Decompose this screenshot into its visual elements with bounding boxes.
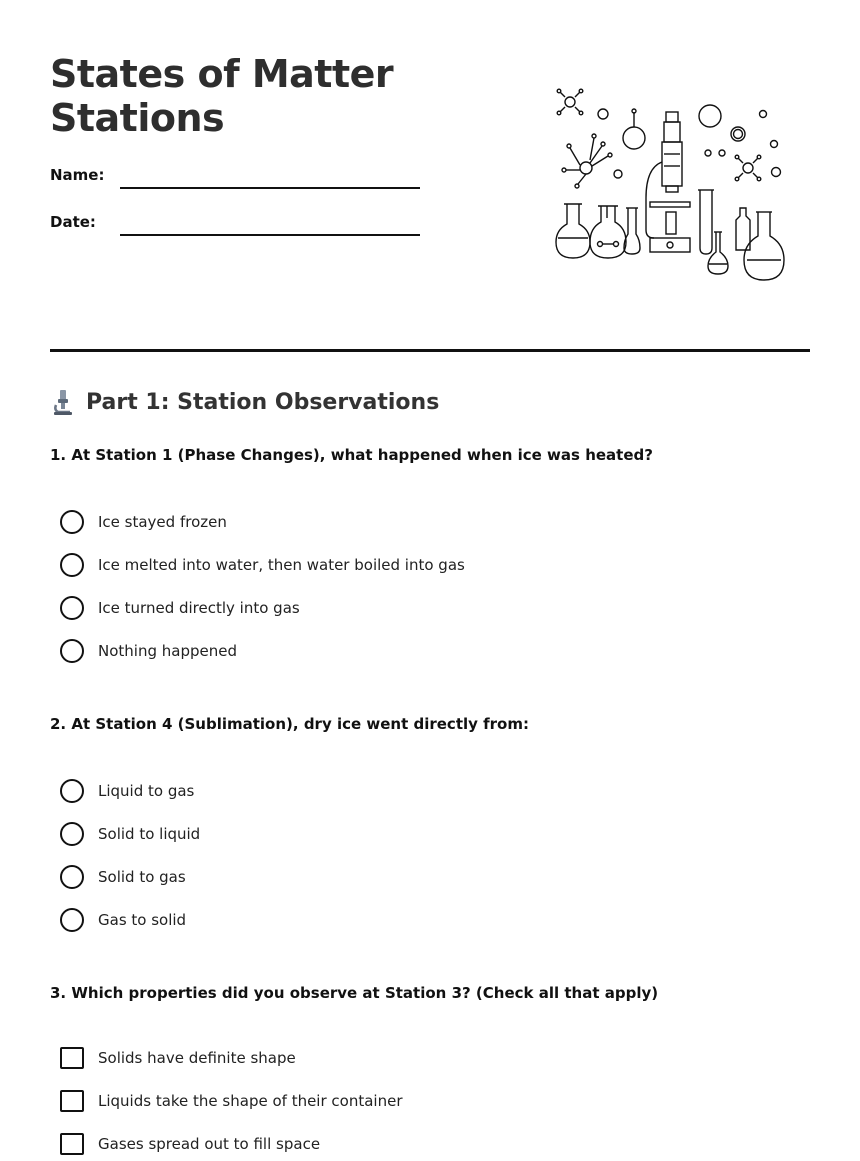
section-header bbox=[50, 388, 439, 416]
option-label: Solid to gas bbox=[98, 868, 186, 886]
option-q3-c[interactable] bbox=[60, 1133, 320, 1155]
option-q1-b[interactable] bbox=[60, 553, 465, 577]
microscope-icon bbox=[50, 388, 76, 416]
molecule-icon bbox=[557, 89, 583, 115]
section-title: Part 1: Station Observations bbox=[86, 389, 440, 415]
radio-button[interactable] bbox=[60, 510, 84, 534]
option-label: Gases spread out to fill space bbox=[98, 1135, 321, 1153]
option-q1-c[interactable] bbox=[60, 596, 300, 620]
option-label: Gas to solid bbox=[98, 911, 187, 929]
flask-icon bbox=[556, 204, 590, 258]
option-q1-d[interactable] bbox=[60, 639, 237, 663]
lab-equipment-illustration bbox=[550, 88, 790, 288]
radio-button[interactable] bbox=[60, 822, 84, 846]
name-label: Name: bbox=[50, 166, 105, 184]
option-q2-b[interactable] bbox=[60, 822, 200, 846]
option-label: Liquids take the shape of their container bbox=[98, 1092, 403, 1110]
option-label: Ice stayed frozen bbox=[98, 513, 227, 531]
date-field[interactable] bbox=[120, 234, 420, 236]
radio-button[interactable] bbox=[60, 596, 84, 620]
bottle-icon bbox=[736, 208, 750, 250]
option-label: Liquid to gas bbox=[98, 782, 195, 800]
date-label: Date: bbox=[50, 213, 96, 231]
question-1: 1. At Station 1 (Phase Changes), what happened when ice was heated? bbox=[50, 446, 653, 464]
checkbox[interactable] bbox=[60, 1090, 84, 1112]
radio-button[interactable] bbox=[60, 779, 84, 803]
option-q2-d[interactable] bbox=[60, 908, 186, 932]
radio-button[interactable] bbox=[60, 865, 84, 889]
option-label: Ice melted into water, then water boiled into gas bbox=[98, 556, 465, 574]
flask-icon bbox=[590, 206, 626, 258]
checkbox[interactable] bbox=[60, 1133, 84, 1155]
question-3: 3. Which properties did you observe at Station 3? (Check all that apply) bbox=[50, 984, 659, 1002]
option-label: Ice turned directly into gas bbox=[98, 599, 300, 617]
option-q3-b[interactable] bbox=[60, 1090, 402, 1112]
radio-button[interactable] bbox=[60, 908, 84, 932]
section-divider bbox=[50, 349, 810, 352]
checkbox[interactable] bbox=[60, 1047, 84, 1069]
option-label: Solid to liquid bbox=[98, 825, 201, 843]
option-label: Solids have definite shape bbox=[98, 1049, 296, 1067]
microscope-icon bbox=[646, 112, 690, 252]
radio-button[interactable] bbox=[60, 553, 84, 577]
option-q1-a[interactable] bbox=[60, 510, 227, 534]
option-q3-a[interactable] bbox=[60, 1047, 296, 1069]
molecule-icon bbox=[735, 155, 761, 181]
option-q2-a[interactable] bbox=[60, 779, 194, 803]
option-q2-c[interactable] bbox=[60, 865, 186, 889]
radio-button[interactable] bbox=[60, 639, 84, 663]
question-2: 2. At Station 4 (Sublimation), dry ice went directly from: bbox=[50, 715, 529, 733]
test-tube-icon bbox=[698, 190, 714, 254]
name-field[interactable] bbox=[120, 187, 420, 189]
molecule-icon bbox=[562, 134, 612, 188]
option-label: Nothing happened bbox=[98, 642, 237, 660]
page-title: States of Matter Stations bbox=[50, 52, 394, 140]
flask-icon bbox=[624, 208, 640, 254]
